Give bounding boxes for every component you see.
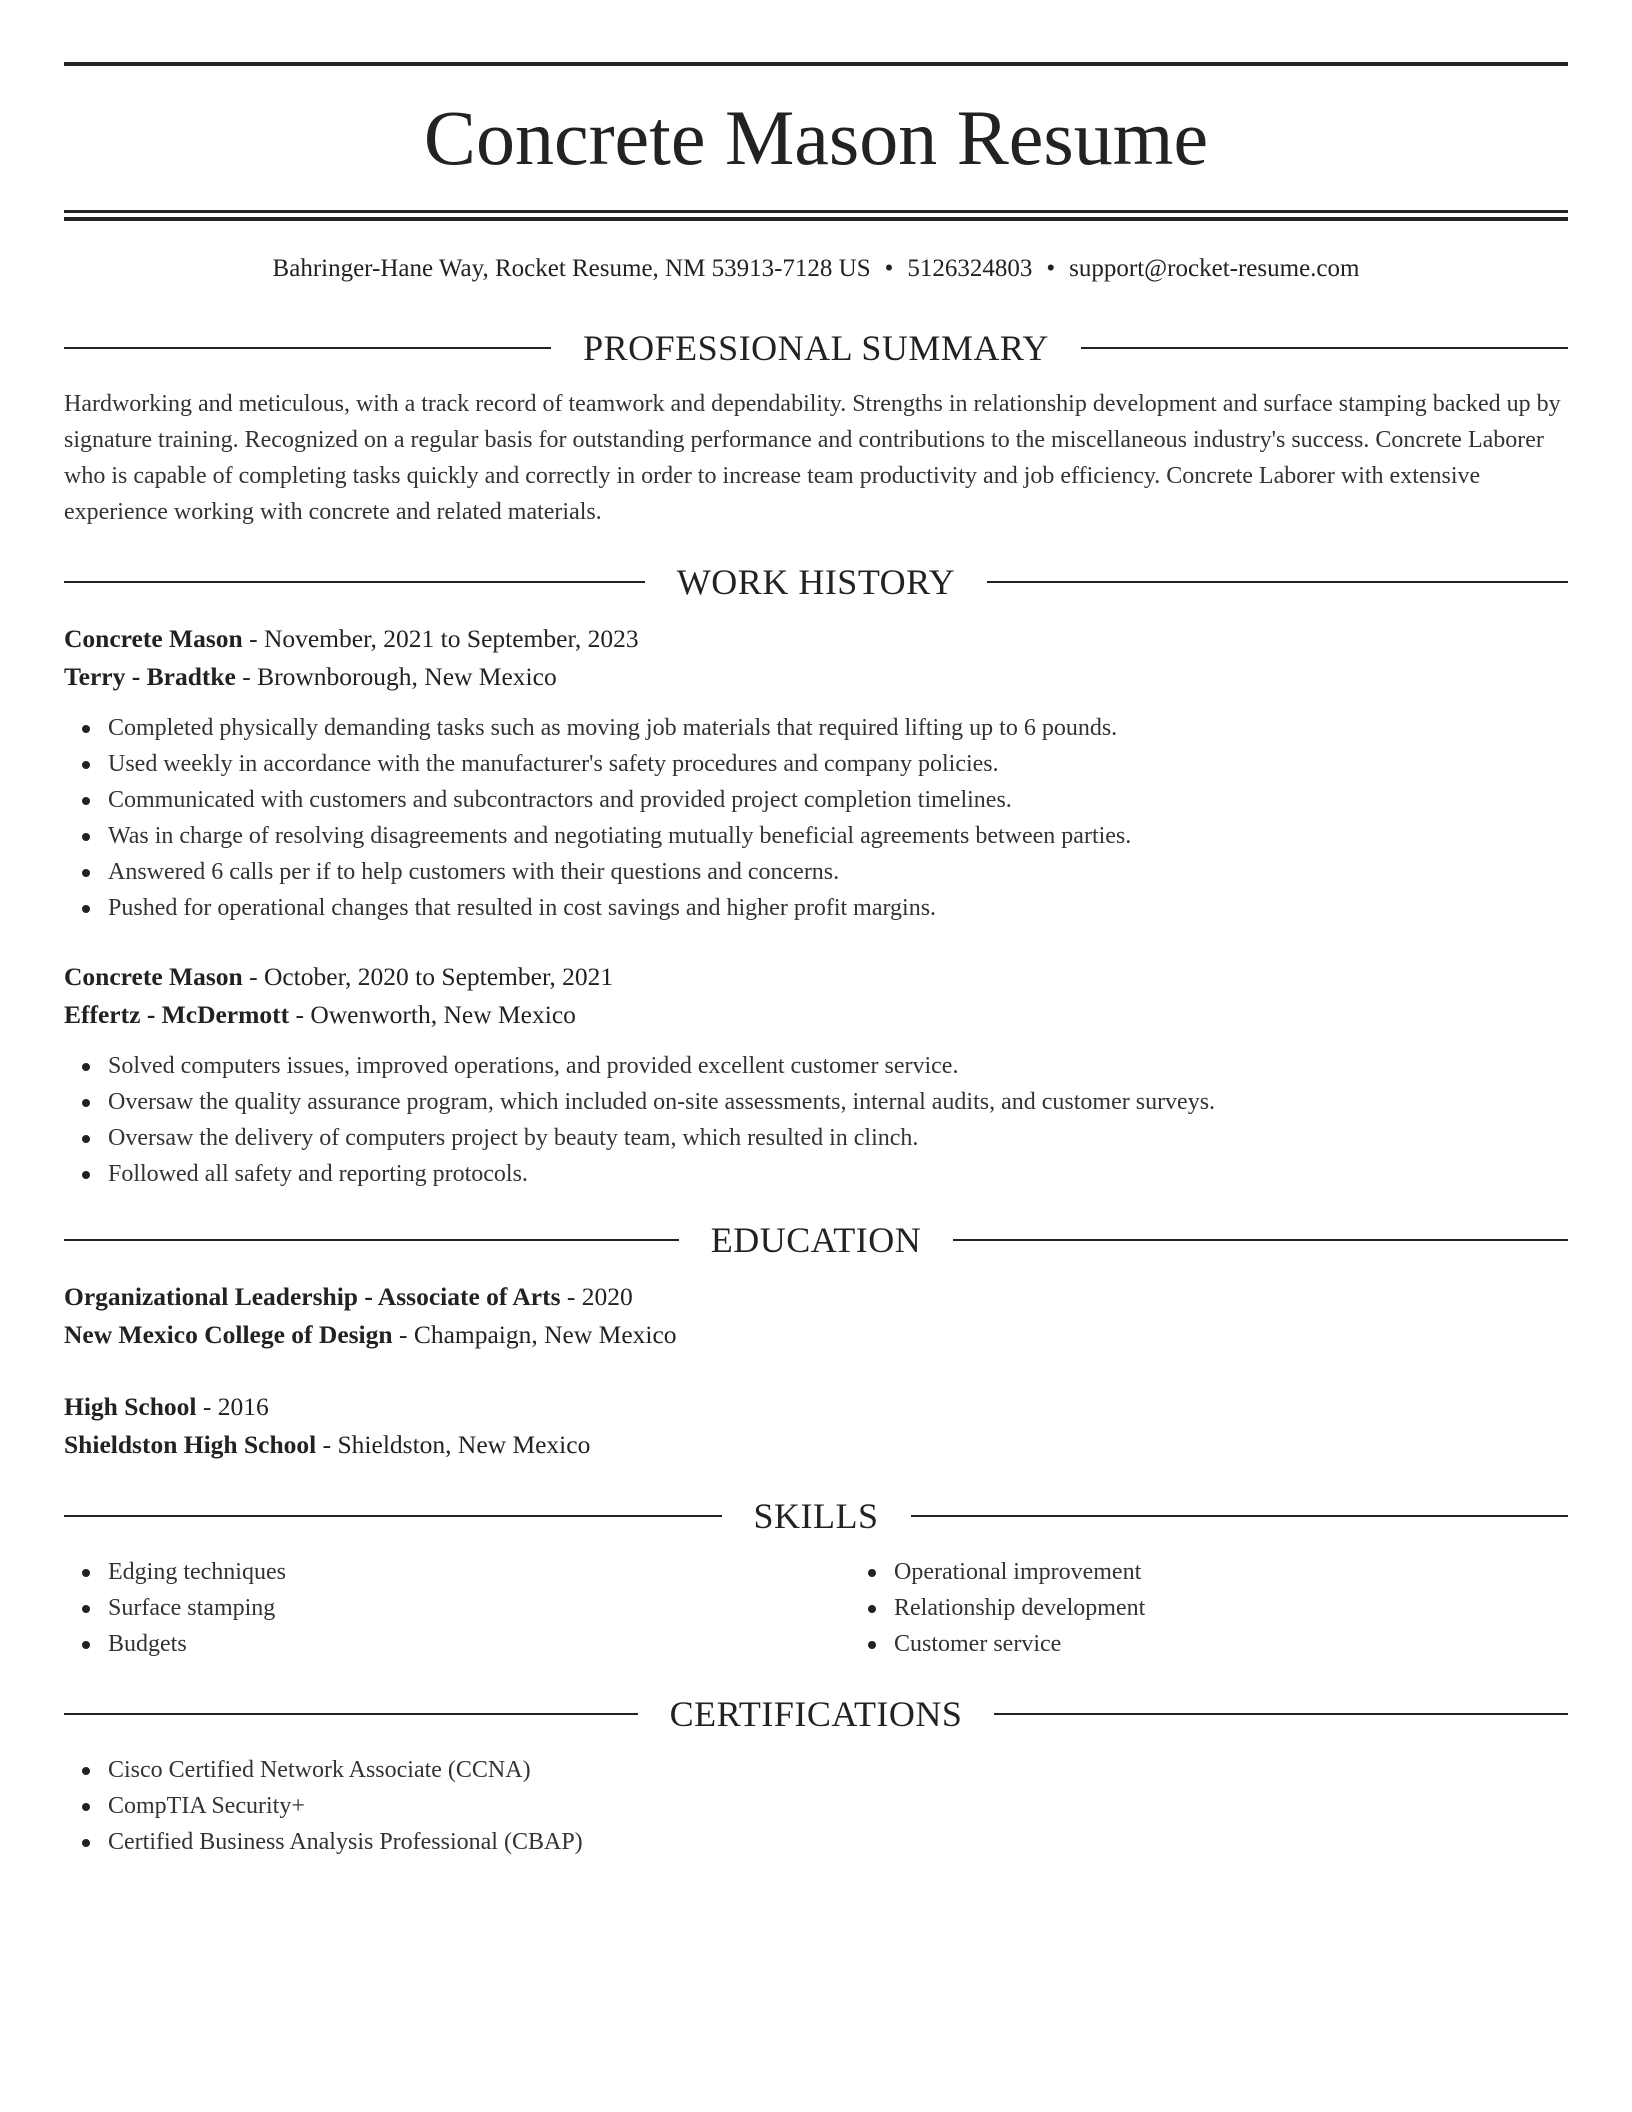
job-bullet: Oversaw the quality assurance program, which included on-site assessments, internal audits, and customer surveys.: [108, 1084, 1568, 1120]
job-bullets: [64, 710, 1568, 926]
section-header-work: [64, 560, 1568, 604]
job-bullet: Communicated with customers and subcontractors and provided project completion timelines.: [108, 782, 1568, 818]
section-title-education: EDUCATION: [710, 1220, 922, 1260]
skill-item: Customer service: [894, 1626, 1568, 1662]
job-company: Terry - Bradtke: [64, 662, 236, 691]
contact-address: Bahringer-Hane Way, Rocket Resume, NM 53913-7128 US: [272, 255, 871, 282]
job-bullet: Followed all safety and reporting protocols.: [108, 1156, 1568, 1192]
section-rule-left: [64, 581, 645, 583]
section-rule-right: [953, 1239, 1568, 1241]
education-entry: [64, 1388, 1568, 1464]
job-bullet: Used weekly in accordance with the manufacturer's safety procedures and company policies.: [108, 746, 1568, 782]
certifications-list: [64, 1752, 1568, 1860]
section-rule-right: [1081, 347, 1568, 349]
section-title-work: WORK HISTORY: [676, 562, 956, 602]
section-title-certifications: CERTIFICATIONS: [669, 1694, 963, 1734]
education-degree: High School: [64, 1392, 197, 1421]
certification-item: Cisco Certified Network Associate (CCNA): [108, 1752, 1568, 1788]
education-school: New Mexico College of Design: [64, 1320, 393, 1349]
section-rule-left: [64, 1713, 638, 1715]
education-degree: Organizational Leadership - Associate of Arts: [64, 1282, 561, 1311]
education-school: Shieldston High School: [64, 1430, 317, 1459]
section-rule-left: [64, 1239, 679, 1241]
contact-email: support@rocket-resume.com: [1069, 255, 1360, 282]
job-location: - Owenworth, New Mexico: [289, 1000, 576, 1029]
certification-item: CompTIA Security+: [108, 1788, 1568, 1824]
contact-line: [64, 252, 1568, 286]
skills-list-left: [64, 1554, 850, 1662]
job-title-line: [64, 620, 1568, 658]
top-rule: [64, 62, 1568, 66]
education-school-line: [64, 1316, 1568, 1354]
job-bullet: Completed physically demanding tasks such as moving job materials that required lifting up to 6 pounds.: [108, 710, 1568, 746]
education-degree-line: [64, 1278, 1568, 1316]
section-rule-right: [911, 1515, 1569, 1517]
job-title-line: [64, 958, 1568, 996]
resume-title: Concrete Mason Resume: [423, 94, 1209, 181]
section-title-summary: PROFESSIONAL SUMMARY: [583, 328, 1049, 368]
job-bullet: Was in charge of resolving disagreements and negotiating mutually beneficial agreements between parties.: [108, 818, 1568, 854]
certification-item: Certified Business Analysis Professional (CBAP): [108, 1824, 1568, 1860]
job-title: Concrete Mason: [64, 962, 243, 991]
title-double-rule: [64, 210, 1568, 221]
summary-text: Hardworking and meticulous, with a track record of teamwork and dependability. Strengths in relationship development and surface stamping backed up by signature training. Recognized on a regular basis for outstanding performance and contributions to the miscellaneous industry's success. Concrete Laborer who is capable of completing tasks quickly and correctly in order to increase team productivity and job efficiency. Concrete Laborer with extensive experience working with concrete and related materials.: [64, 391, 1561, 525]
job-bullet: Solved computers issues, improved operations, and provided excellent customer service.: [108, 1048, 1568, 1084]
education-year: - 2020: [560, 1282, 633, 1311]
section-header-summary: [64, 326, 1568, 370]
section-title-skills: SKILLS: [753, 1496, 879, 1536]
skills-list-right: [850, 1554, 1568, 1662]
job-bullet: Oversaw the delivery of computers project by beauty team, which resulted in clinch.: [108, 1120, 1568, 1156]
section-rule-left: [64, 1515, 722, 1517]
section-rule-left: [64, 347, 551, 349]
job-company-line: [64, 658, 1568, 696]
section-rule-right: [994, 1713, 1568, 1715]
skill-item: Surface stamping: [108, 1590, 850, 1626]
job-entry: [64, 620, 1568, 926]
job-company: Effertz - McDermott: [64, 1000, 290, 1029]
section-rule-right: [987, 581, 1568, 583]
section-header-education: [64, 1218, 1568, 1262]
education-location: - Champaign, New Mexico: [392, 1320, 677, 1349]
job-location: - Brownborough, New Mexico: [235, 662, 557, 691]
section-header-certifications: [64, 1692, 1568, 1736]
job-dates: - November, 2021 to September, 2023: [242, 624, 639, 653]
education-year: - 2016: [196, 1392, 269, 1421]
job-bullets: [64, 1048, 1568, 1192]
job-entry: [64, 958, 1568, 1192]
contact-phone: 5126324803: [907, 255, 1033, 282]
job-dates: - October, 2020 to September, 2021: [242, 962, 614, 991]
job-bullet: Answered 6 calls per if to help customers with their questions and concerns.: [108, 854, 1568, 890]
education-location: - Shieldston, New Mexico: [316, 1430, 591, 1459]
job-bullet: Pushed for operational changes that resulted in cost savings and higher profit margins.: [108, 890, 1568, 926]
skill-item: Edging techniques: [108, 1554, 850, 1590]
contact-separator: •: [884, 255, 894, 282]
skill-item: Budgets: [108, 1626, 850, 1662]
job-title: Concrete Mason: [64, 624, 243, 653]
education-school-line: [64, 1426, 1568, 1464]
contact-separator: •: [1046, 255, 1056, 282]
skill-item: Relationship development: [894, 1590, 1568, 1626]
skill-item: Operational improvement: [894, 1554, 1568, 1590]
education-entry: [64, 1278, 1568, 1354]
section-header-skills: [64, 1494, 1568, 1538]
education-degree-line: [64, 1388, 1568, 1426]
skills-columns: [64, 1554, 1568, 1662]
job-company-line: [64, 996, 1568, 1034]
